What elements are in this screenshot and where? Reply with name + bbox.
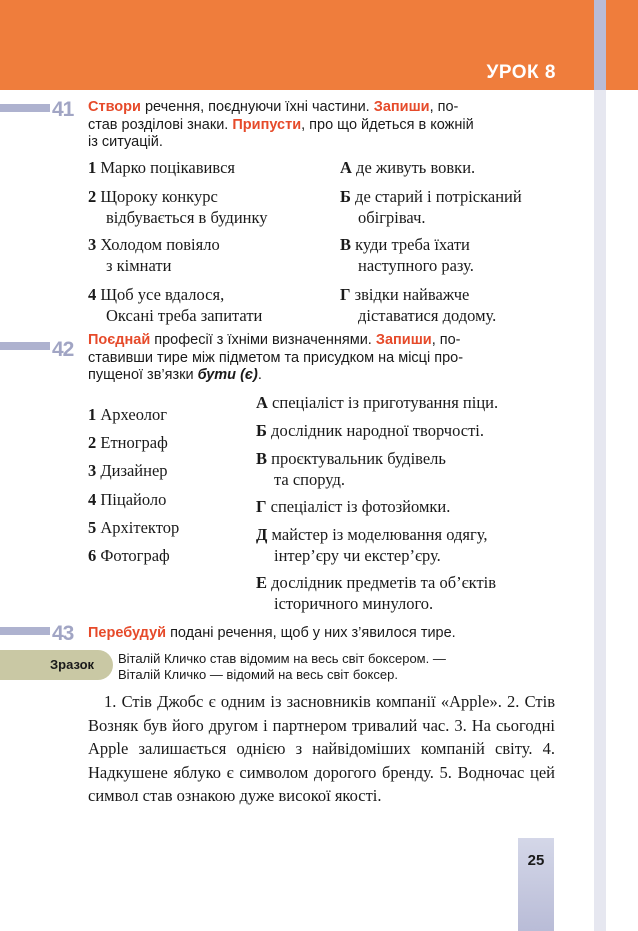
lesson-title: УРОК 8 (486, 62, 556, 83)
exercise-42-bar (0, 342, 50, 350)
exercise-41-bar (0, 104, 50, 112)
ex42-right-a: А спеціаліст із приготування піци. (256, 393, 499, 412)
ex41-right-b: Б де старий і потрісканий обігрівач. (340, 187, 522, 227)
exercise-42-instruction (88, 332, 513, 385)
ex42-left-6: 6 Фотограф (88, 546, 170, 565)
exercise-43-paragraph: 1. Стів Джобс є одним із засновників компанії «Apple». 2. Стів Возняк був його другом і партнером тривалий час. 3. На сьогодні Apple залишається однією з найвідоміших компаній світу. 4. Надкушене яблуко є символом дорогого бренду. 5. Водночас цей символ став ознакою дуже високої якості. (88, 692, 555, 805)
ex42-left-4: 4 Піцайоло (88, 490, 167, 509)
exercise-43-instruction: Перебудуй подані речення, щоб у них з’явилося тире. (88, 625, 456, 641)
instr-line-2: ставивши тире між підметом та присудком на місці про- (88, 349, 464, 366)
ex41-right-v: В куди треба їхати наступного разу. (340, 235, 474, 275)
instr-line-3: пущеної зв’язки бути (є). (88, 367, 262, 383)
ex42-left-2: 2 Етнограф (88, 433, 168, 452)
ex41-left-1: 1 Марко поцікавився (88, 158, 235, 177)
exercise-41-instruction (88, 99, 513, 152)
exercise-43-number: 43 (52, 622, 74, 645)
ex41-left-3: 3 Холодом повіяло з кімнати (88, 235, 220, 275)
ex42-left-5: 5 Архітектор (88, 518, 180, 537)
ex42-right-d: Д майстер із моделювання одягу, інтер’єру чи екстер’єру. (256, 525, 488, 565)
page-number: 25 (527, 852, 545, 869)
sample-text (118, 651, 446, 682)
sample-label: Зразок (50, 657, 95, 672)
ex41-left-2: 2 Щороку конкурс відбувається в будинку (88, 187, 268, 227)
ex42-right-b: Б дослідник народної творчості. (256, 421, 484, 440)
ex42-right-g: Г спеціаліст із фотозйомки. (256, 497, 451, 516)
ex42-left-3: 3 Дизайнер (88, 461, 168, 480)
instr-line-1: Поєднай професії з їхніми визначеннями. Запиши, по- (88, 332, 461, 348)
sample-line-2: Віталій Кличко — відомий на весь світ боксер. (118, 666, 398, 682)
exercise-43-bar (0, 627, 50, 635)
sample-line-1: Віталій Кличко став відомим на весь світ боксером. — (118, 651, 446, 666)
ex41-right-g: Г звідки найважче діставатися додому. (340, 285, 497, 325)
ex42-right-e: Е дослідник предметів та об’єктів історичного минулого. (256, 573, 497, 613)
exercise-41-number: 41 (52, 98, 74, 121)
instr-line-3: із ситуацій. (88, 134, 163, 150)
ex41-left-4: 4 Щоб усе вдалося, Оксані треба запитати (88, 285, 263, 325)
header-stripe (594, 0, 606, 90)
ex41-right-a: А де живуть вовки. (340, 158, 476, 177)
ex42-right-v: В проєктувальник будівель та споруд. (256, 449, 446, 489)
instr-line-1: Створи речення, поєднуючи їхні частини. Запиши, по- (88, 99, 459, 115)
ex42-left-1: 1 Археолог (88, 405, 167, 424)
instr-line-2: став розділові знаки. Припусти, про що йдеться в кожній (88, 116, 474, 133)
exercise-42-number: 42 (52, 338, 74, 361)
margin-bar (594, 90, 606, 931)
